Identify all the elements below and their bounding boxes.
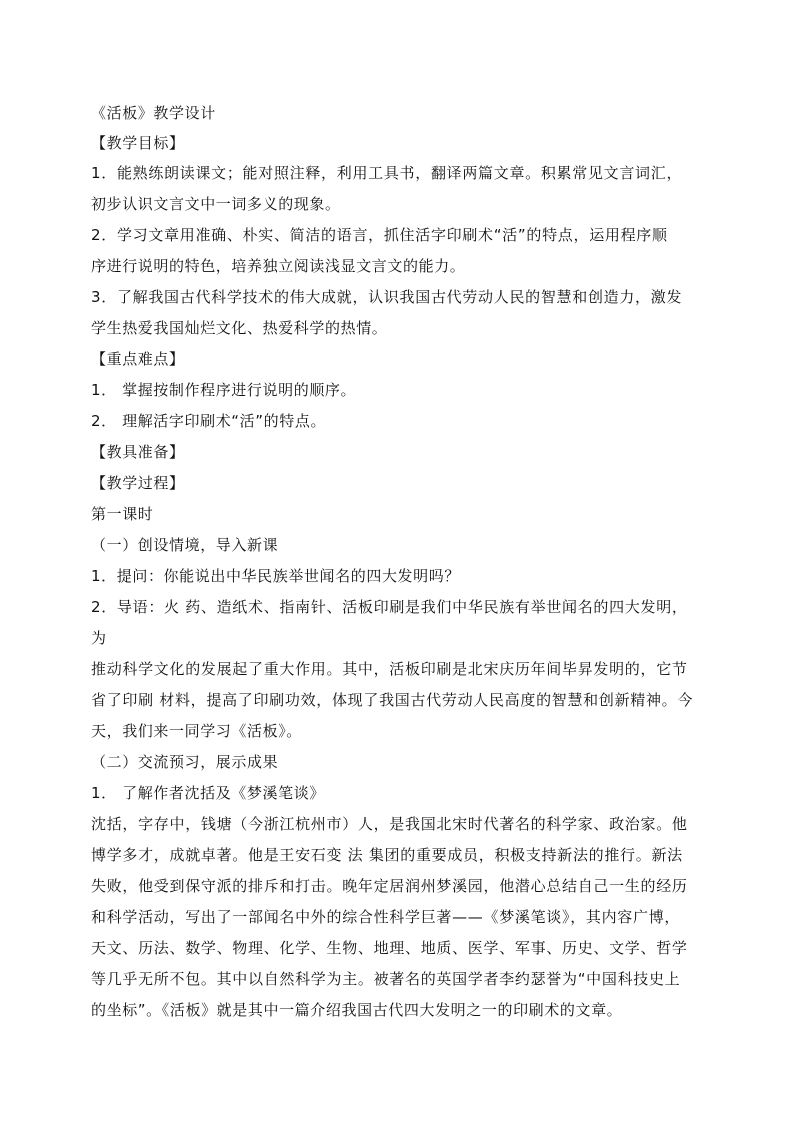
step2-line: 和科学活动，写出了一部闻名中外的综合性科学巨著——《梦溪笔谈》，其内容广博， bbox=[91, 908, 681, 926]
step2-line: 1． 了解作者沈括及《梦溪笔谈》 bbox=[91, 784, 325, 802]
step2-heading: （二）交流预习，展示成果 bbox=[91, 753, 279, 771]
step1-line: 2．导语：火 药、造纸术、指南针、活板印刷是我们中华民族有举世闻名的四大发明， bbox=[91, 598, 688, 616]
process-heading: 【教学过程】 bbox=[91, 474, 185, 492]
objective-line: 2．学习文章用准确、朴实、简洁的语言，抓住活字印刷术“活”的特点，运用程序顺 bbox=[91, 226, 668, 244]
objectives-heading: 【教学目标】 bbox=[91, 134, 185, 152]
lesson-label: 第一课时 bbox=[91, 505, 154, 523]
tools-heading: 【教具准备】 bbox=[91, 443, 185, 461]
step2-line: 失败，他受到保守派的排斥和打击。晚年定居润州梦溪园，他潜心总结自己一生的经历 bbox=[91, 877, 688, 895]
key-point-line: 2． 理解活字印刷术“活”的特点。 bbox=[91, 412, 327, 430]
objective-line: 3．了解我国古代科学技术的伟大成就，认识我国古代劳动人民的智慧和创造力，激发 bbox=[91, 288, 683, 306]
step1-line: 为 bbox=[91, 629, 107, 647]
step2-line: 等几乎无所不包。其中以自然科学为主。被著名的英国学者李约瑟誉为“中国科技史上 bbox=[91, 970, 681, 988]
key-points-heading: 【重点难点】 bbox=[91, 350, 185, 368]
document-title: 《活板》教学设计 bbox=[91, 104, 216, 122]
step2-line: 博学多才，成就卓著。他是王安石变 法 集团的重要成员，积极支持新法的推行。新法 bbox=[91, 846, 683, 864]
key-point-line: 1． 掌握按制作程序进行说明的顺序。 bbox=[91, 381, 357, 399]
step1-line: 省了印刷 材料，提高了印刷功效，体现了我国古代劳动人民高度的智慧和创新精神。今 bbox=[91, 691, 694, 709]
step1-line: 1．提问：你能说出中华民族举世闻名的四大发明吗？ bbox=[91, 567, 460, 585]
objective-line: 1．能熟练朗读课文；能对照注释，利用工具书，翻译两篇文章。积累常见文言词汇， bbox=[91, 164, 683, 182]
objective-line: 学生热爱我国灿烂文化、热爱科学的热情。 bbox=[91, 319, 388, 337]
step2-line: 沈括，字存中，钱塘（今浙江杭州市）人，是我国北宋时代著名的科学家、政治家。他 bbox=[91, 815, 688, 833]
objective-line: 序进行说明的特色，培养独立阅读浅显文言文的能力。 bbox=[91, 257, 466, 275]
objective-line: 初步认识文言文中一词多义的现象。 bbox=[91, 195, 341, 213]
step2-line: 的坐标”。《活板》就是其中一篇介绍我国古代四大发明之一的印刷术的文章。 bbox=[91, 1001, 623, 1019]
step2-line: 天文、历法、数学、物理、化学、生物、地理、地质、医学、军事、历史、文学、哲学 bbox=[91, 939, 688, 957]
step1-heading: （一）创设情境，导入新课 bbox=[91, 536, 279, 554]
step1-line: 推动科学文化的发展起了重大作用。其中，活板印刷是北宋庆历年间毕昇发明的，它节 bbox=[91, 660, 688, 678]
step1-line: 天，我们来一同学习《活板》。 bbox=[91, 722, 302, 740]
